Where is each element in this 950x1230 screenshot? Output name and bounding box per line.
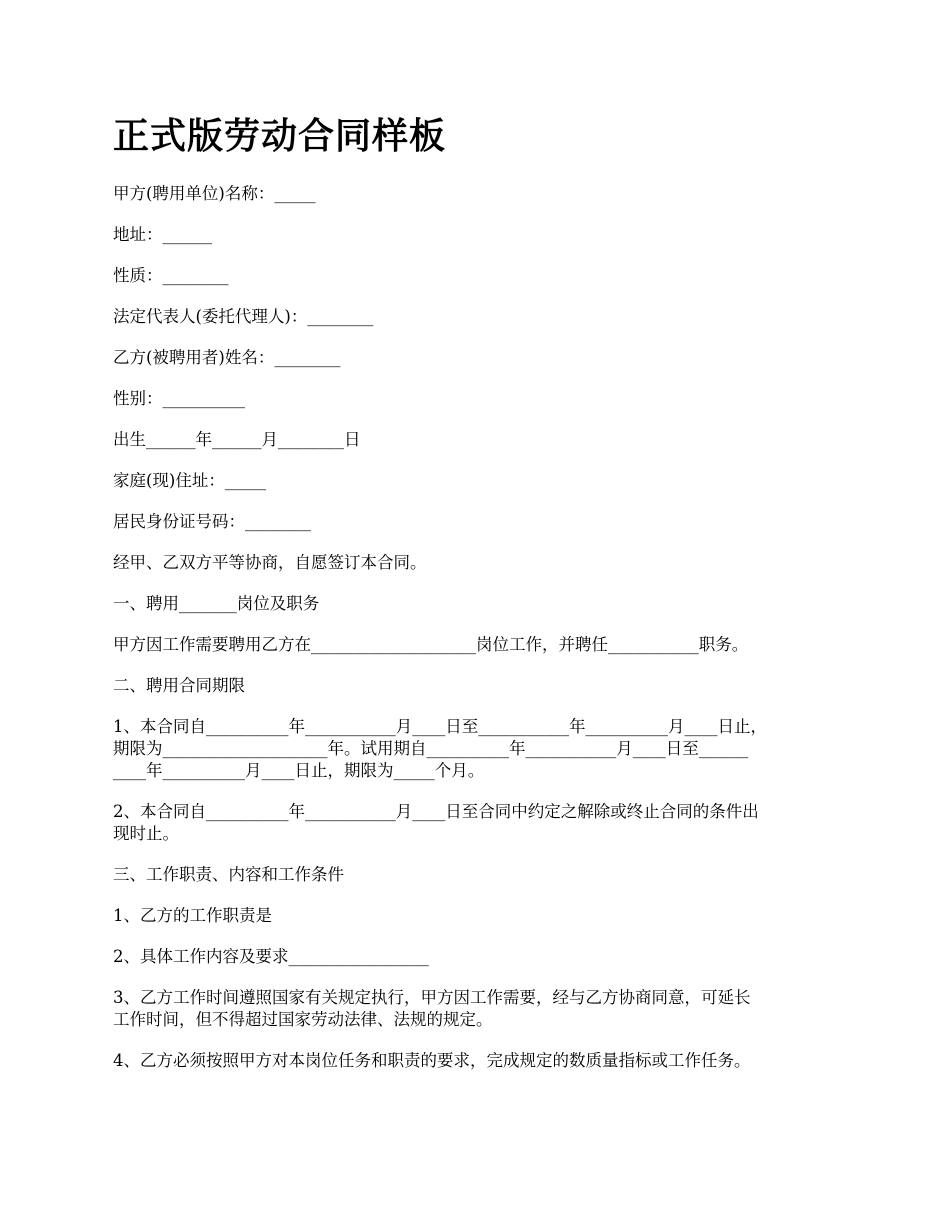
clause-3-1: 1、乙方的工作职责是 (113, 906, 272, 925)
clause-2-1 (113, 716, 841, 782)
clause-3-3-line: 3、乙方工作时间遵照国家有关规定执行，甲方因工作需要，经与乙方协商同意，可延长 (113, 988, 751, 1007)
section-1-body: 甲方因工作需要聘用乙方在____________________岗位工作，并聘任___________职务。 (113, 635, 749, 654)
birth-date-line: 出生______年______月________日 (113, 430, 361, 449)
address-line: 地址：______ (113, 225, 212, 244)
id-number-line: 居民身份证号码：________ (113, 512, 311, 531)
party-b-name-line: 乙方(被聘用者)姓名：________ (113, 348, 341, 367)
clause-2-2-line: 2、本合同自__________年___________月____日至合同中约定之解除或终止合同的条件出 (113, 802, 759, 821)
nature-line: 性质：________ (113, 266, 229, 285)
clause-2-1-line: 1、本合同自__________年___________月____日至___________年__________月____日止， (113, 717, 767, 736)
clause-3-3 (113, 987, 841, 1031)
legal-representative-line: 法定代表人(委托代理人)：________ (113, 307, 374, 326)
gender-line: 性别：__________ (113, 389, 245, 408)
clause-3-4: 4、乙方必须按照甲方对本岗位任务和职责的要求，完成规定的数质量指标或工作任务。 (113, 1051, 751, 1070)
home-address-line: 家庭(现)住址：_____ (113, 471, 267, 490)
party-a-name-line: 甲方(聘用单位)名称：_____ (113, 184, 316, 203)
clause-2-2-line: 现时止。 (113, 824, 179, 843)
clause-2-1-line: ____年__________月____日止，期限为_____个月。 (113, 761, 485, 780)
clause-2-1-line: 期限为____________________年。试用期自__________年___________月____日至______ (113, 739, 749, 758)
clause-3-2: 2、具体工作内容及要求_________________ (113, 947, 429, 966)
section-3-heading: 三、工作职责、内容和工作条件 (113, 865, 344, 884)
clause-3-3-line: 工作时间，但不得超过国家劳动法律、法规的规定。 (113, 1010, 493, 1029)
section-1-heading: 一、聘用_______岗位及职务 (113, 594, 320, 613)
section-2-heading: 二、聘用合同期限 (113, 676, 245, 695)
agreement-intro: 经甲、乙双方平等协商，自愿签订本合同。 (113, 553, 427, 572)
document-title: 正式版劳动合同样板 (113, 116, 447, 157)
clause-2-2 (113, 801, 841, 845)
